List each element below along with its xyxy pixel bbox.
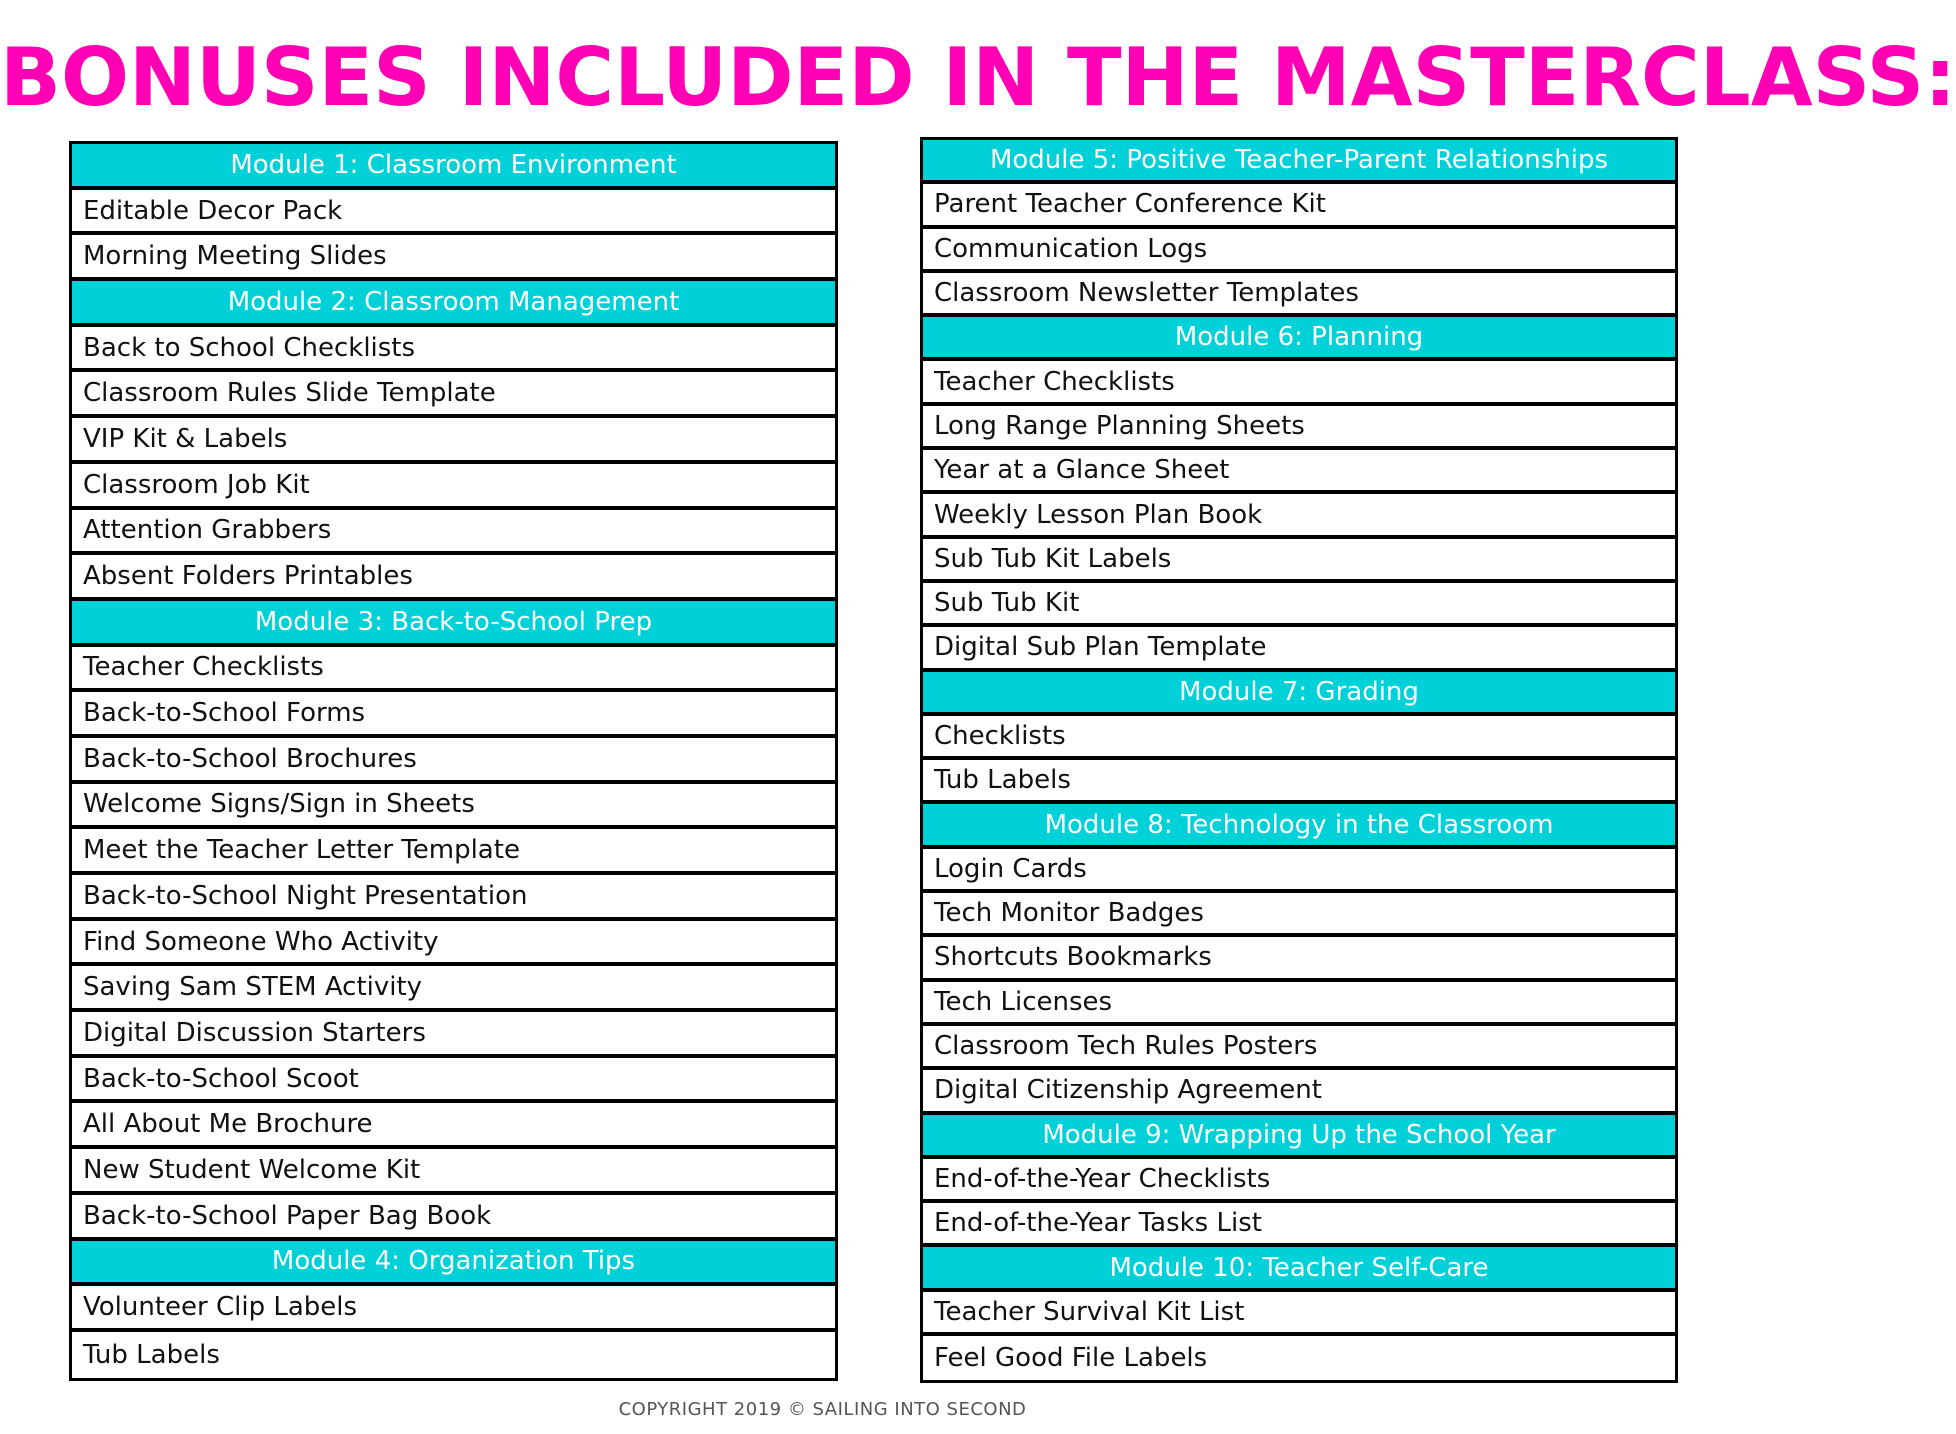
module-header: Module 7: Grading bbox=[923, 672, 1675, 716]
module-header: Module 1: Classroom Environment bbox=[72, 144, 835, 190]
bonus-item: Back-to-School Scoot bbox=[72, 1058, 835, 1104]
bonus-item: Tub Labels bbox=[72, 1332, 835, 1378]
bonus-item: Classroom Rules Slide Template bbox=[72, 372, 835, 418]
bonus-item: Teacher Survival Kit List bbox=[923, 1292, 1675, 1336]
bonus-item: VIP Kit & Labels bbox=[72, 418, 835, 464]
bonus-item: Long Range Planning Sheets bbox=[923, 406, 1675, 450]
bonus-item: Sub Tub Kit bbox=[923, 583, 1675, 627]
bonus-item: Digital Discussion Starters bbox=[72, 1012, 835, 1058]
bonus-item: Sub Tub Kit Labels bbox=[923, 539, 1675, 583]
bonus-item: Tech Monitor Badges bbox=[923, 893, 1675, 937]
bonus-item: Back-to-School Brochures bbox=[72, 738, 835, 784]
module-header: Module 2: Classroom Management bbox=[72, 281, 835, 327]
bonus-item: Shortcuts Bookmarks bbox=[923, 937, 1675, 981]
right-module-table bbox=[920, 137, 1678, 1383]
left-module-table bbox=[69, 141, 838, 1381]
bonus-item: Editable Decor Pack bbox=[72, 190, 835, 236]
bonus-item: Saving Sam STEM Activity bbox=[72, 966, 835, 1012]
bonus-item: All About Me Brochure bbox=[72, 1103, 835, 1149]
bonus-item: Teacher Checklists bbox=[923, 361, 1675, 405]
bonus-item: Volunteer Clip Labels bbox=[72, 1286, 835, 1332]
copyright-footer: COPYRIGHT 2019 © SAILING INTO SECOND bbox=[618, 1399, 1027, 1420]
bonus-item: Welcome Signs/Sign in Sheets bbox=[72, 784, 835, 830]
module-header: Module 5: Positive Teacher-Parent Relationships bbox=[923, 140, 1675, 184]
bonus-item: Digital Citizenship Agreement bbox=[923, 1070, 1675, 1114]
bonus-item: Weekly Lesson Plan Book bbox=[923, 494, 1675, 538]
bonus-item: Parent Teacher Conference Kit bbox=[923, 184, 1675, 228]
bonus-item: Meet the Teacher Letter Template bbox=[72, 829, 835, 875]
bonus-item: Year at a Glance Sheet bbox=[923, 450, 1675, 494]
bonus-item: Attention Grabbers bbox=[72, 510, 835, 556]
bonus-item: Back to School Checklists bbox=[72, 327, 835, 373]
bonus-item: Tech Licenses bbox=[923, 982, 1675, 1026]
bonus-item: Tub Labels bbox=[923, 760, 1675, 804]
bonus-item: Morning Meeting Slides bbox=[72, 235, 835, 281]
bonus-item: End-of-the-Year Checklists bbox=[923, 1159, 1675, 1203]
bonus-item: Teacher Checklists bbox=[72, 647, 835, 693]
bonus-item: New Student Welcome Kit bbox=[72, 1149, 835, 1195]
bonus-item: Communication Logs bbox=[923, 229, 1675, 273]
bonus-item: Checklists bbox=[923, 716, 1675, 760]
bonus-item: Login Cards bbox=[923, 849, 1675, 893]
bonus-item: End-of-the-Year Tasks List bbox=[923, 1203, 1675, 1247]
bonus-item: Back-to-School Night Presentation bbox=[72, 875, 835, 921]
bonus-item: Back-to-School Forms bbox=[72, 692, 835, 738]
bonus-item: Feel Good File Labels bbox=[923, 1336, 1675, 1380]
bonus-item: Digital Sub Plan Template bbox=[923, 627, 1675, 671]
module-header: Module 9: Wrapping Up the School Year bbox=[923, 1115, 1675, 1159]
module-header: Module 6: Planning bbox=[923, 317, 1675, 361]
bonus-item: Classroom Tech Rules Posters bbox=[923, 1026, 1675, 1070]
module-header: Module 4: Organization Tips bbox=[72, 1241, 835, 1287]
bonus-item: Classroom Job Kit bbox=[72, 464, 835, 510]
module-header: Module 8: Technology in the Classroom bbox=[923, 804, 1675, 848]
bonus-item: Absent Folders Printables bbox=[72, 555, 835, 601]
bonus-item: Find Someone Who Activity bbox=[72, 921, 835, 967]
module-header: Module 3: Back-to-School Prep bbox=[72, 601, 835, 647]
page-title: BONUSES INCLUDED IN THE MASTERCLASS: bbox=[0, 31, 1956, 124]
bonus-item: Back-to-School Paper Bag Book bbox=[72, 1195, 835, 1241]
bonus-item: Classroom Newsletter Templates bbox=[923, 273, 1675, 317]
module-header: Module 10: Teacher Self-Care bbox=[923, 1247, 1675, 1291]
